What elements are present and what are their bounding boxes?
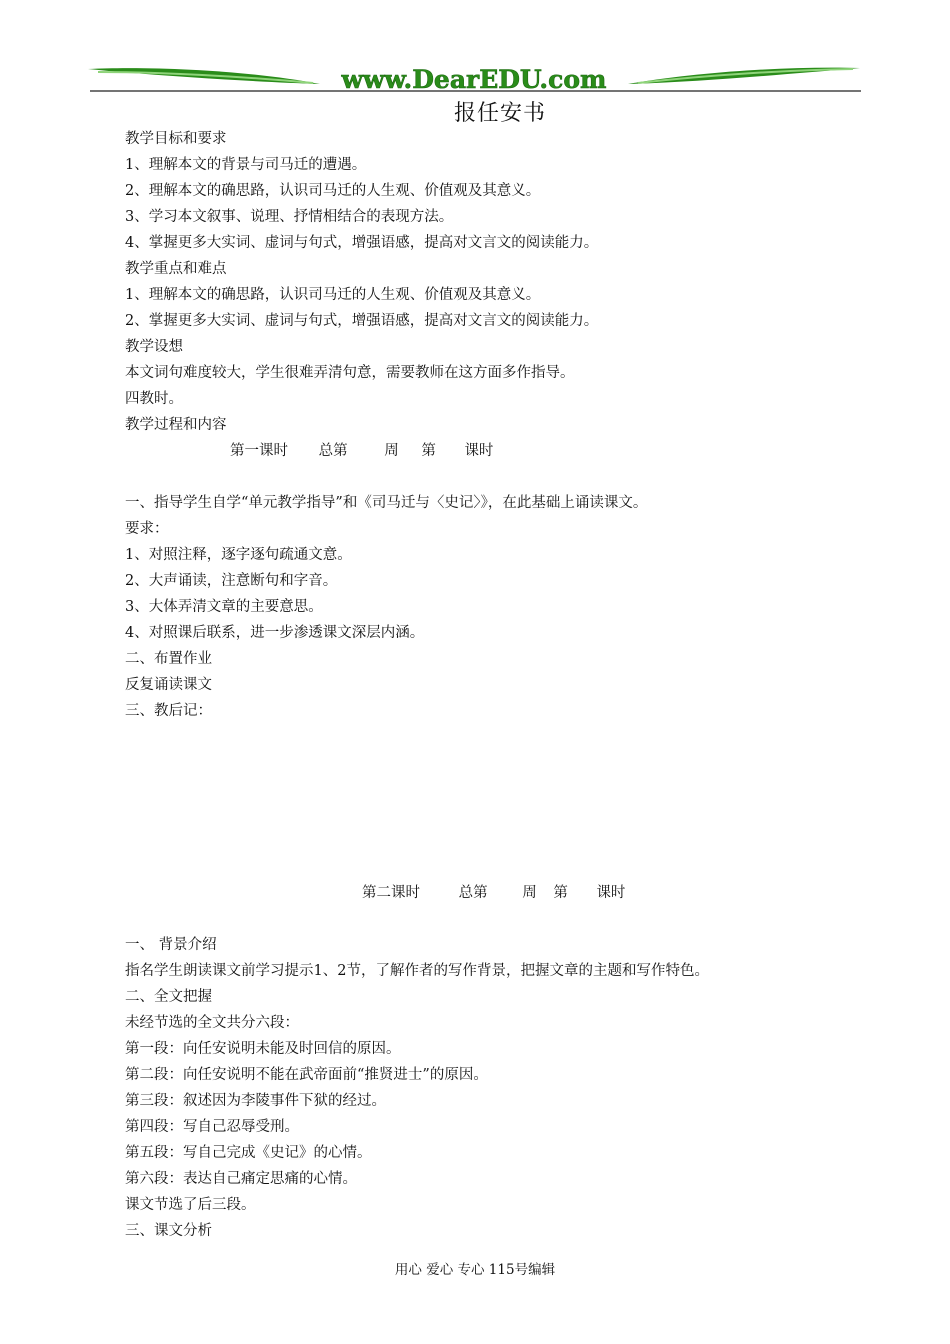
lesson-total: 总第 <box>458 885 488 901</box>
lesson-nth: 第 <box>421 443 436 459</box>
text-line: 三、课文分析 <box>125 1223 212 1239</box>
text-line: 要求： <box>125 521 169 537</box>
text-line: 第五段：写自己完成《史记》的心情。 <box>125 1145 372 1161</box>
text-line: 指名学生朗读课文前学习提示1、2节，了解作者的写作背景，把握文章的主题和写作特色。 <box>125 963 709 979</box>
text-line: 反复诵读课文 <box>125 677 212 693</box>
text-line: 第四段：写自己忍辱受刑。 <box>125 1119 299 1135</box>
text-line: 1、理解本文的背景与司马迁的遭遇。 <box>125 157 367 173</box>
lesson-heading-2 <box>362 880 625 906</box>
text-line: 1、对照注释，逐字逐句疏通文意。 <box>125 547 352 563</box>
text-line: 本文词句难度较大，学生很难弄清句意，需要教师在这方面多作指导。 <box>125 365 575 381</box>
page-title: 报任安书 <box>453 101 546 126</box>
lesson-heading-1 <box>230 438 493 464</box>
text-line: 教学过程和内容 <box>125 417 227 433</box>
text-line: 3、学习本文叙事、说理、抒情相结合的表现方法。 <box>125 209 454 225</box>
lesson-total: 总第 <box>318 443 348 459</box>
lesson-nth: 第 <box>553 885 568 901</box>
page-footer: 用心 爱心 专心 115号编辑 <box>394 1262 556 1278</box>
text-line: 一、指导学生自学“单元教学指导”和《司马迁与〈史记〉》，在此基础上诵读课文。 <box>125 495 648 511</box>
lesson-week: 周 <box>522 885 537 901</box>
lesson-period: 课时 <box>464 443 494 459</box>
lesson-name: 第一课时 <box>230 443 288 459</box>
section-objectives <box>125 126 885 438</box>
text-line: 一、 背景介绍 <box>125 937 217 953</box>
text-line: 课文节选了后三段。 <box>125 1197 256 1213</box>
site-header-banner <box>88 60 863 98</box>
lesson-period: 课时 <box>596 885 626 901</box>
lesson-name: 第二课时 <box>362 885 420 901</box>
text-line: 3、大体弄清文章的主要意思。 <box>125 599 323 615</box>
text-line: 教学目标和要求 <box>125 131 227 147</box>
text-line: 四教时。 <box>125 391 183 407</box>
lesson-week: 周 <box>384 443 399 459</box>
text-line: 第六段：表达自己痛定思痛的心情。 <box>125 1171 357 1187</box>
text-line: 4、掌握更多大实词、虚词与句式，增强语感，提高对文言文的阅读能力。 <box>125 235 599 251</box>
text-line: 4、对照课后联系，进一步渗透课文深层内涵。 <box>125 625 425 641</box>
text-line: 第一段：向任安说明未能及时回信的原因。 <box>125 1041 401 1057</box>
text-line: 二、全文把握 <box>125 989 212 1005</box>
text-line: 三、教后记： <box>125 703 212 719</box>
site-logo-text: www.DearEDU.com <box>341 65 607 94</box>
text-line: 教学重点和难点 <box>125 261 227 277</box>
text-line: 1、理解本文的确思路，认识司马迁的人生观、价值观及其意义。 <box>125 287 541 303</box>
section-lesson-1 <box>125 490 885 724</box>
text-line: 2、掌握更多大实词、虚词与句式，增强语感，提高对文言文的阅读能力。 <box>125 313 599 329</box>
text-line: 第三段：叙述因为李陵事件下狱的经过。 <box>125 1093 386 1109</box>
text-line: 教学设想 <box>125 339 183 355</box>
text-line: 第二段：向任安说明不能在武帝面前“推贤进士”的原因。 <box>125 1067 488 1083</box>
text-line: 2、理解本文的确思路，认识司马迁的人生观、价值观及其意义。 <box>125 183 541 199</box>
banner-swoosh-icon <box>88 60 863 98</box>
text-line: 2、大声诵读，注意断句和字音。 <box>125 573 338 589</box>
text-line: 未经节选的全文共分六段： <box>125 1015 299 1031</box>
text-line: 二、布置作业 <box>125 651 212 667</box>
section-lesson-2 <box>125 932 885 1244</box>
